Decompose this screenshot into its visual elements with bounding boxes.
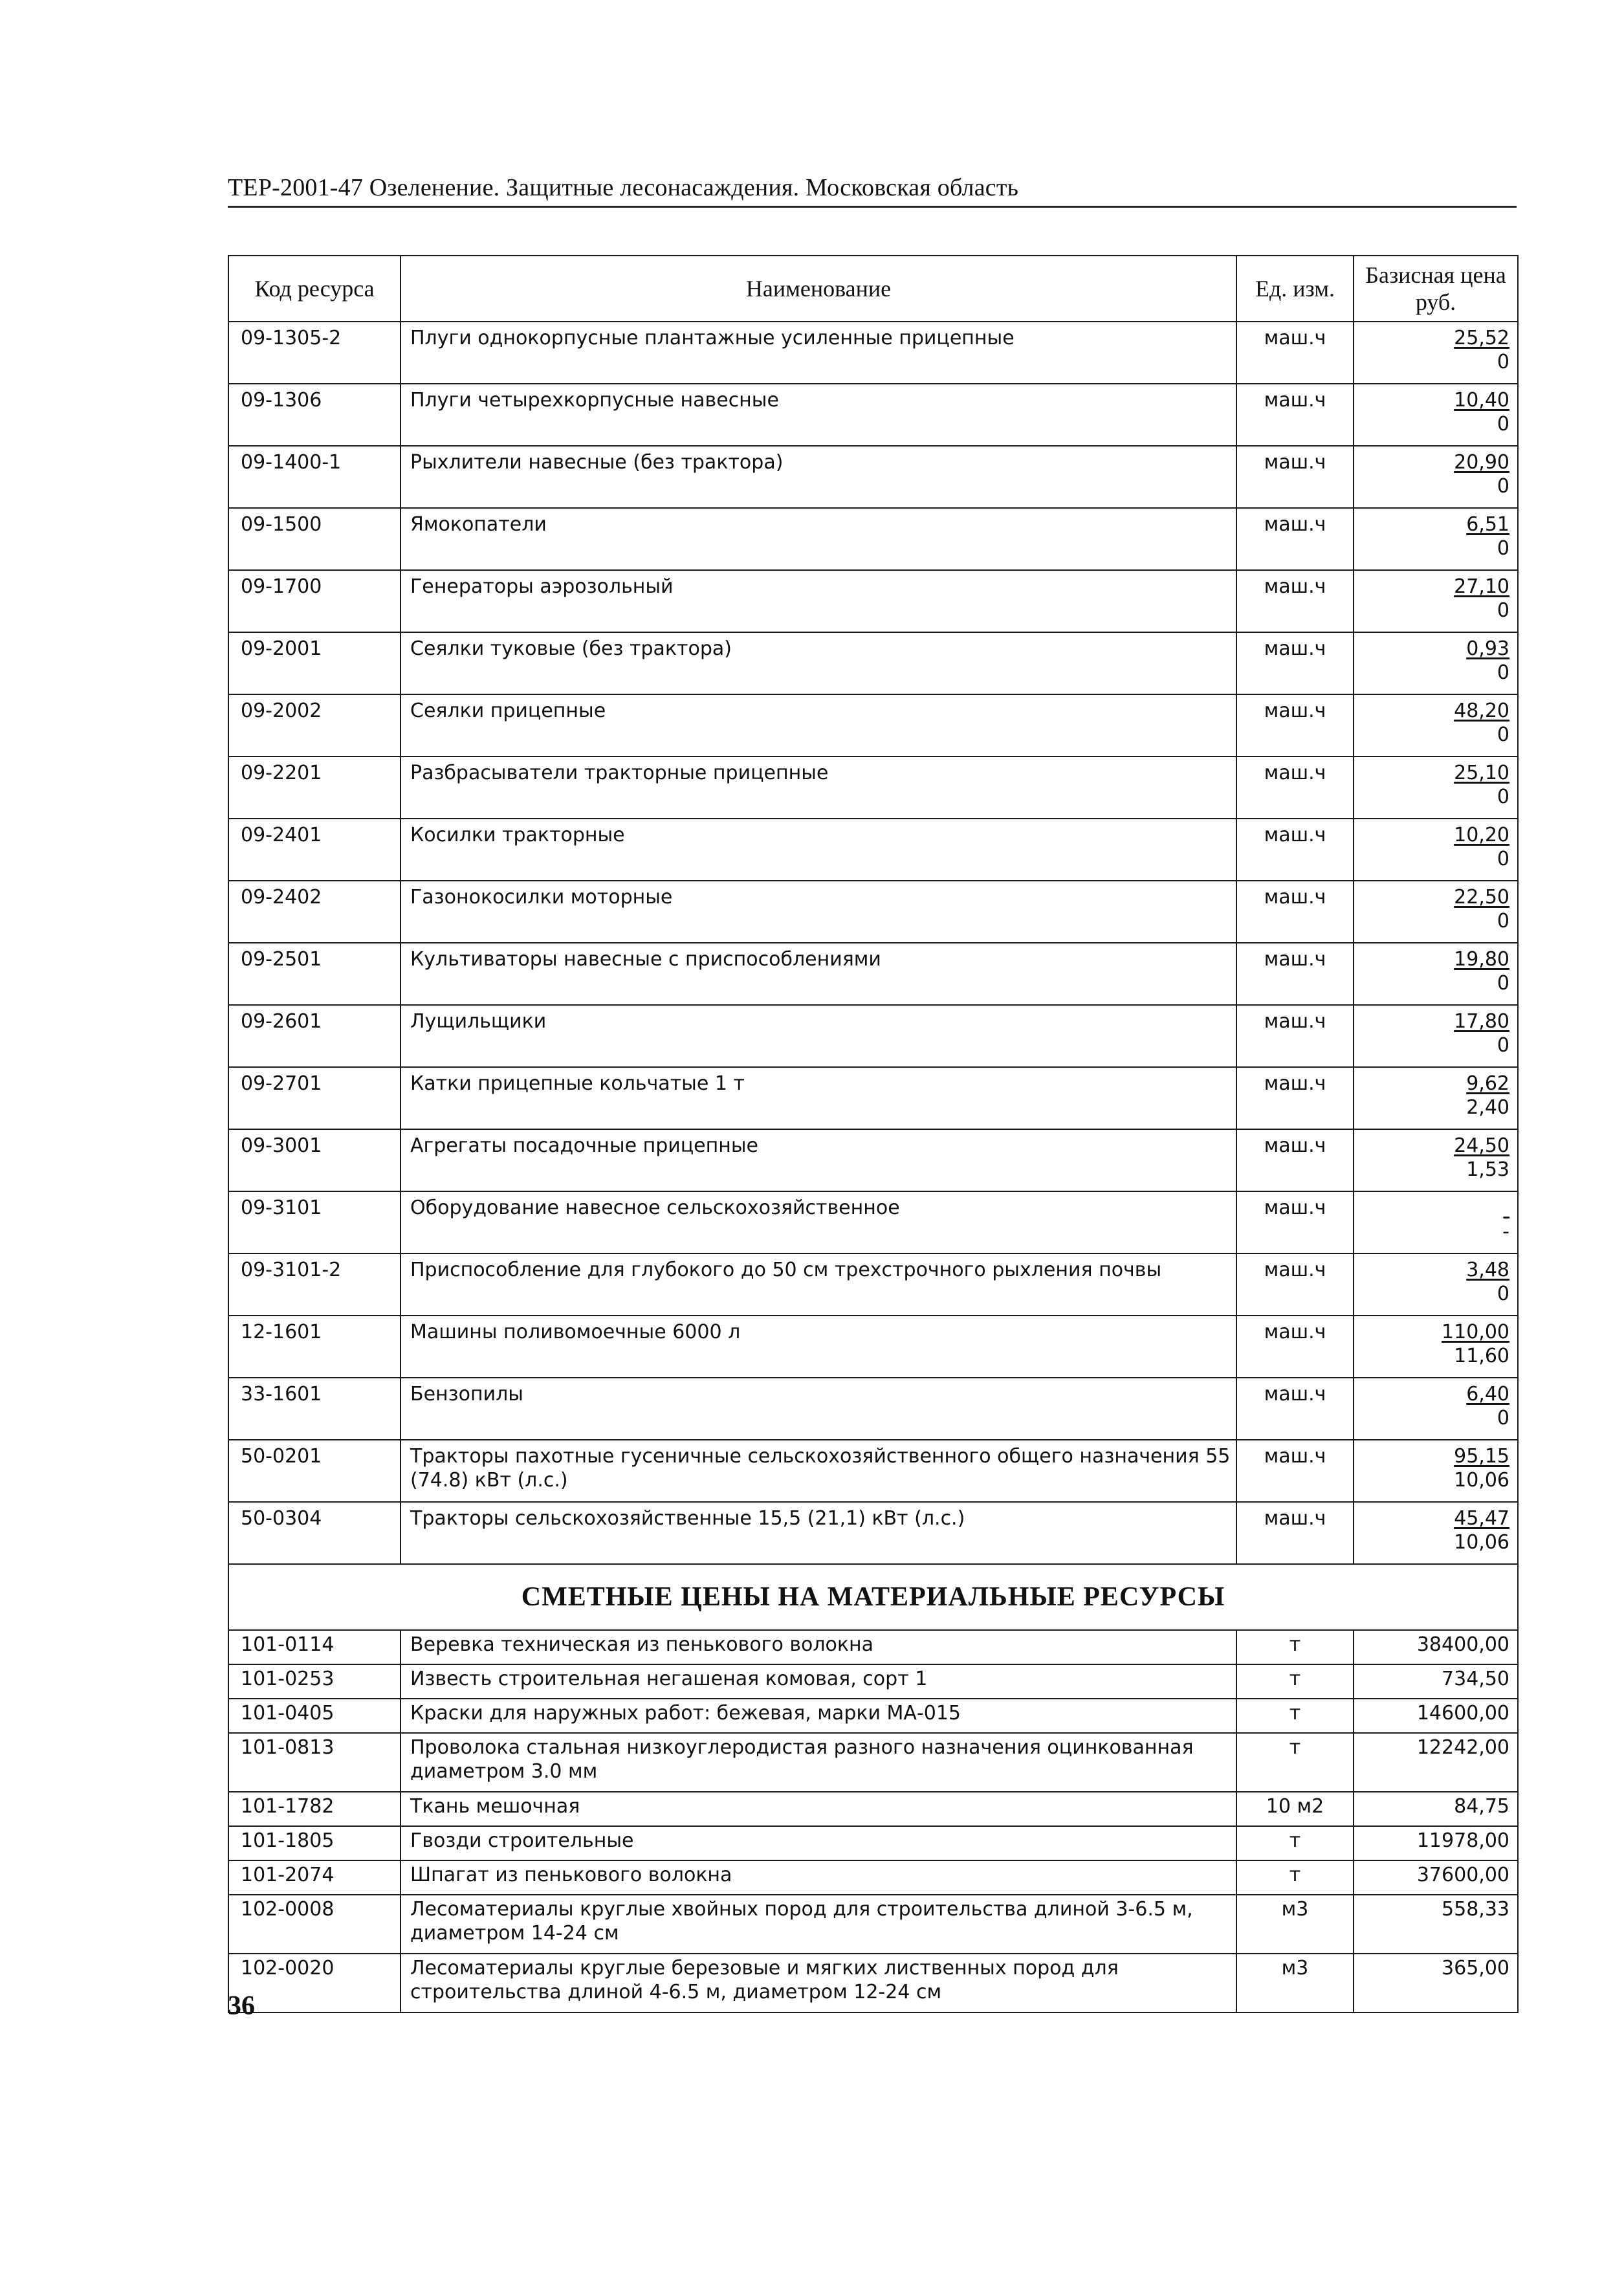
resource-price: 38400,00 <box>1354 1630 1518 1664</box>
base-price-value: 10,20 <box>1454 824 1509 846</box>
resource-unit: маш.ч <box>1236 384 1354 446</box>
resource-price <box>1354 1440 1518 1502</box>
resource-unit: маш.ч <box>1236 508 1354 570</box>
resource-name: Генераторы аэрозольный <box>401 570 1236 632</box>
base-price-value: 48,20 <box>1454 700 1509 722</box>
resource-code: 50-0304 <box>228 1502 401 1564</box>
operator-wage-value: 10,06 <box>1454 1469 1509 1492</box>
resource-unit: маш.ч <box>1236 881 1354 943</box>
resource-price <box>1354 819 1518 881</box>
resource-code: 101-0253 <box>228 1664 401 1699</box>
resource-unit: маш.ч <box>1236 632 1354 694</box>
base-price-value: 22,50 <box>1454 886 1509 909</box>
resource-code: 09-2701 <box>228 1067 401 1129</box>
resource-unit: маш.ч <box>1236 943 1354 1005</box>
base-price-value: 20,90 <box>1454 451 1509 474</box>
resource-name: Агрегаты посадочные прицепные <box>401 1129 1236 1191</box>
resource-name: Оборудование навесное сельскохозяйственное <box>401 1191 1236 1253</box>
resource-name: Шпагат из пенькового волокна <box>401 1860 1236 1895</box>
base-price-value: 17,80 <box>1454 1010 1509 1033</box>
resource-price: 734,50 <box>1354 1664 1518 1699</box>
table-row <box>228 632 1518 694</box>
table-row <box>228 322 1518 384</box>
resource-name: Лесоматериалы круглые березовые и мягких лиственных пород для строительства длиной 4-6.5 м, диаметром 12-24 см <box>401 1954 1236 2013</box>
resource-code: 09-1500 <box>228 508 401 570</box>
resource-name: Лущильщики <box>401 1005 1236 1067</box>
base-price-value: 9,62 <box>1466 1072 1509 1095</box>
resource-price <box>1354 570 1518 632</box>
page-number: 36 <box>228 1991 255 2021</box>
resource-name: Краски для наружных работ: бежевая, марки МА-015 <box>401 1699 1236 1733</box>
resource-name: Гвозди строительные <box>401 1826 1236 1860</box>
resource-name: Косилки тракторные <box>401 819 1236 881</box>
operator-wage-value: 0 <box>1497 351 1509 373</box>
table-row <box>228 446 1518 508</box>
table-row <box>228 1664 1518 1699</box>
resource-price: 37600,00 <box>1354 1860 1518 1895</box>
resource-price: 558,33 <box>1354 1895 1518 1954</box>
resource-code: 12-1601 <box>228 1316 401 1378</box>
base-price-value: 19,80 <box>1454 948 1509 971</box>
resource-price <box>1354 1316 1518 1378</box>
resource-code: 09-1306 <box>228 384 401 446</box>
table-row <box>228 943 1518 1005</box>
resource-name: Веревка техническая из пенькового волокна <box>401 1630 1236 1664</box>
operator-wage-value: - <box>1502 1220 1509 1243</box>
table-row <box>228 756 1518 819</box>
table-row <box>228 1129 1518 1191</box>
resource-unit: т <box>1236 1664 1354 1699</box>
resource-code: 09-1305-2 <box>228 322 401 384</box>
resource-unit: маш.ч <box>1236 1316 1354 1378</box>
resource-price <box>1354 1129 1518 1191</box>
column-header-code: Код ресурса <box>228 256 401 322</box>
table-row <box>228 694 1518 756</box>
table-row <box>228 1316 1518 1378</box>
resource-code: 101-0114 <box>228 1630 401 1664</box>
resource-unit: маш.ч <box>1236 1440 1354 1502</box>
base-price-value: 25,10 <box>1454 762 1509 784</box>
operator-wage-value: 2,40 <box>1466 1096 1509 1119</box>
table-row <box>228 1630 1518 1664</box>
operator-wage-value: 0 <box>1497 723 1509 746</box>
resource-name: Тракторы сельскохозяйственные 15,5 (21,1) кВт (л.с.) <box>401 1502 1236 1564</box>
resource-price: 14600,00 <box>1354 1699 1518 1733</box>
resource-unit: 10 м2 <box>1236 1792 1354 1826</box>
operator-wage-value: 0 <box>1497 910 1509 932</box>
section-heading-row <box>228 1564 1518 1630</box>
resource-price-table <box>228 255 1519 2013</box>
resource-name: Ямокопатели <box>401 508 1236 570</box>
base-price-value: 0,93 <box>1466 637 1509 660</box>
table-row <box>228 1826 1518 1860</box>
resource-name: Газонокосилки моторные <box>401 881 1236 943</box>
resource-name: Культиваторы навесные с приспособлениями <box>401 943 1236 1005</box>
resource-unit: маш.ч <box>1236 1502 1354 1564</box>
resource-code: 101-2074 <box>228 1860 401 1895</box>
resource-name: Разбрасыватели тракторные прицепные <box>401 756 1236 819</box>
resource-unit: маш.ч <box>1236 694 1354 756</box>
resource-unit: маш.ч <box>1236 756 1354 819</box>
resource-name: Ткань мешочная <box>401 1792 1236 1826</box>
resource-code: 102-0020 <box>228 1954 401 2013</box>
resource-code: 09-3101 <box>228 1191 401 1253</box>
resource-price <box>1354 632 1518 694</box>
base-price-value: 3,48 <box>1466 1259 1509 1281</box>
operator-wage-value: 10,06 <box>1454 1531 1509 1554</box>
resource-unit: маш.ч <box>1236 1378 1354 1440</box>
resource-unit: т <box>1236 1699 1354 1733</box>
section-heading: СМЕТНЫЕ ЦЕНЫ НА МАТЕРИАЛЬНЫЕ РЕСУРСЫ <box>228 1564 1518 1630</box>
base-price-value: 6,51 <box>1466 513 1509 536</box>
table-row <box>228 1191 1518 1253</box>
resource-name: Сеялки туковые (без трактора) <box>401 632 1236 694</box>
table-row <box>228 881 1518 943</box>
operator-wage-value: 0 <box>1497 1407 1509 1429</box>
table-header-row <box>228 256 1518 322</box>
table-row <box>228 1005 1518 1067</box>
operator-wage-value: 0 <box>1497 786 1509 808</box>
table-row <box>228 1440 1518 1502</box>
table-row <box>228 1860 1518 1895</box>
operator-wage-value: 0 <box>1497 537 1509 560</box>
column-header-price: Базисная цена руб. <box>1354 256 1518 322</box>
resource-code: 09-2501 <box>228 943 401 1005</box>
table-row <box>228 1699 1518 1733</box>
table-row <box>228 1954 1518 2013</box>
operator-wage-value: 0 <box>1497 475 1509 498</box>
resource-code: 101-1782 <box>228 1792 401 1826</box>
resource-name: Приспособление для глубокого до 50 см трехстрочного рыхления почвы <box>401 1253 1236 1316</box>
resource-price <box>1354 1191 1518 1253</box>
resource-unit: м3 <box>1236 1895 1354 1954</box>
operator-wage-value: 1,53 <box>1466 1158 1509 1181</box>
resource-unit: маш.ч <box>1236 1129 1354 1191</box>
resource-price <box>1354 446 1518 508</box>
resource-unit: т <box>1236 1630 1354 1664</box>
base-price-value: 10,40 <box>1454 389 1509 412</box>
column-header-name: Наименование <box>401 256 1236 322</box>
resource-unit: т <box>1236 1826 1354 1860</box>
resource-price <box>1354 756 1518 819</box>
resource-unit: маш.ч <box>1236 570 1354 632</box>
resource-price <box>1354 384 1518 446</box>
operator-wage-value: 0 <box>1497 599 1509 622</box>
resource-price: 11978,00 <box>1354 1826 1518 1860</box>
resource-price <box>1354 322 1518 384</box>
resource-unit: маш.ч <box>1236 322 1354 384</box>
column-header-unit: Ед. изм. <box>1236 256 1354 322</box>
table-row <box>228 570 1518 632</box>
resource-price <box>1354 1067 1518 1129</box>
table-row <box>228 508 1518 570</box>
resource-price <box>1354 1378 1518 1440</box>
resource-price <box>1354 1005 1518 1067</box>
resource-code: 101-1805 <box>228 1826 401 1860</box>
resource-code: 09-1400-1 <box>228 446 401 508</box>
resource-name: Машины поливомоечные 6000 л <box>401 1316 1236 1378</box>
header-divider <box>228 206 1517 208</box>
resource-unit: маш.ч <box>1236 819 1354 881</box>
base-price-value <box>1354 1196 1509 1220</box>
resource-code: 09-2601 <box>228 1005 401 1067</box>
resource-price <box>1354 943 1518 1005</box>
table-row <box>228 1792 1518 1826</box>
operator-wage-value: 0 <box>1497 1283 1509 1305</box>
resource-name: Плуги однокорпусные плантажные усиленные прицепные <box>401 322 1236 384</box>
resource-code: 33-1601 <box>228 1378 401 1440</box>
resource-price: 12242,00 <box>1354 1733 1518 1792</box>
resource-code: 09-2002 <box>228 694 401 756</box>
resource-price: 365,00 <box>1354 1954 1518 2013</box>
resource-name: Сеялки прицепные <box>401 694 1236 756</box>
base-price-value: 45,47 <box>1454 1507 1509 1530</box>
operator-wage-value: 0 <box>1497 972 1509 995</box>
resource-unit: т <box>1236 1733 1354 1792</box>
table-row <box>228 1253 1518 1316</box>
base-price-value: 6,40 <box>1466 1383 1509 1406</box>
resource-name: Бензопилы <box>401 1378 1236 1440</box>
base-price-value: 95,15 <box>1454 1445 1509 1468</box>
resource-code: 101-0405 <box>228 1699 401 1733</box>
operator-wage-value: 11,60 <box>1454 1345 1509 1367</box>
resource-name: Тракторы пахотные гусеничные сельскохозяйственного общего назначения 55 (74.8) кВт (л.с.) <box>401 1440 1236 1502</box>
resource-unit: маш.ч <box>1236 1005 1354 1067</box>
resource-name: Известь строительная негашеная комовая, сорт 1 <box>401 1664 1236 1699</box>
resource-code: 09-2402 <box>228 881 401 943</box>
resource-code: 102-0008 <box>228 1895 401 1954</box>
operator-wage-value: 0 <box>1497 661 1509 684</box>
base-price-value: 110,00 <box>1442 1321 1509 1343</box>
resource-price <box>1354 1502 1518 1564</box>
resource-unit: т <box>1236 1860 1354 1895</box>
resource-unit: маш.ч <box>1236 446 1354 508</box>
resource-code: 09-2201 <box>228 756 401 819</box>
resource-unit: маш.ч <box>1236 1253 1354 1316</box>
resource-name: Рыхлители навесные (без трактора) <box>401 446 1236 508</box>
resource-code: 09-2001 <box>228 632 401 694</box>
table-row <box>228 1067 1518 1129</box>
base-price-value: 27,10 <box>1454 575 1509 598</box>
operator-wage-value: 0 <box>1497 413 1509 436</box>
document-header-title: ТЕР-2001-47 Озеленение. Защитные лесонасаждения. Московская область <box>228 174 1019 201</box>
resource-code: 09-2401 <box>228 819 401 881</box>
resource-name: Катки прицепные кольчатые 1 т <box>401 1067 1236 1129</box>
resource-unit: маш.ч <box>1236 1067 1354 1129</box>
base-price-value: 24,50 <box>1454 1134 1509 1157</box>
resource-name: Лесоматериалы круглые хвойных пород для строительства длиной 3-6.5 м, диаметром 14-24 см <box>401 1895 1236 1954</box>
resource-price <box>1354 881 1518 943</box>
resource-price <box>1354 694 1518 756</box>
resource-price <box>1354 1253 1518 1316</box>
operator-wage-value: 0 <box>1497 1034 1509 1057</box>
resource-price <box>1354 508 1518 570</box>
table-row <box>228 384 1518 446</box>
resource-price: 84,75 <box>1354 1792 1518 1826</box>
resource-code: 09-1700 <box>228 570 401 632</box>
operator-wage-value: 0 <box>1497 848 1509 870</box>
resource-code: 09-3101-2 <box>228 1253 401 1316</box>
table-row <box>228 1733 1518 1792</box>
table-row <box>228 1895 1518 1954</box>
resource-unit: маш.ч <box>1236 1191 1354 1253</box>
resource-code: 50-0201 <box>228 1440 401 1502</box>
table-row <box>228 819 1518 881</box>
resource-name: Плуги четырехкорпусные навесные <box>401 384 1236 446</box>
resource-unit: м3 <box>1236 1954 1354 2013</box>
resource-code: 101-0813 <box>228 1733 401 1792</box>
table-row <box>228 1502 1518 1564</box>
table-row <box>228 1378 1518 1440</box>
resource-name: Проволока стальная низкоуглеродистая разного назначения оцинкованная диаметром 3.0 мм <box>401 1733 1236 1792</box>
base-price-value: 25,52 <box>1454 327 1509 349</box>
resource-code: 09-3001 <box>228 1129 401 1191</box>
